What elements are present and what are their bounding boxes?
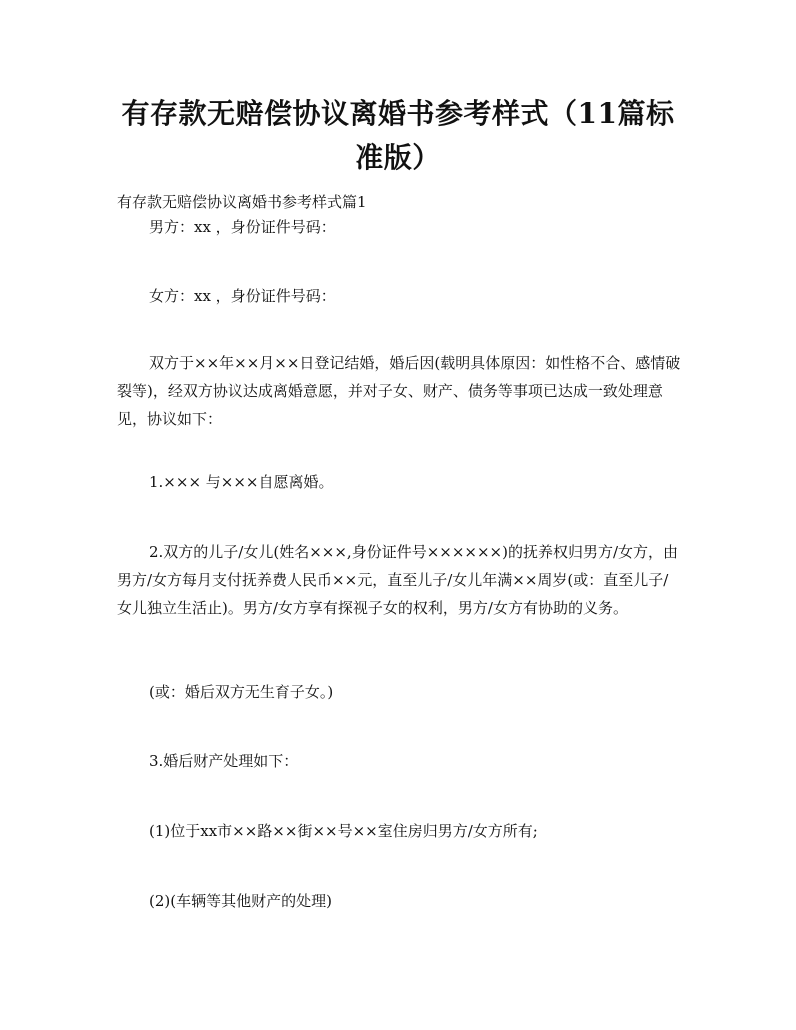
paragraph-female-party: 女方：xx ，身份证件号码： [149,287,336,305]
paragraph-clause-1: 1.××× 与×××自愿离婚。 [149,473,334,491]
paragraph-no-children: (或：婚后双方无生育子女。) [149,683,334,701]
paragraph-clause-2: 2.双方的儿子/女儿(姓名×××,身份证件号××××××)的抚养权归男方/女方，由男方/女方每月支付抚养费人民币××元，直至儿子/女儿年满××周岁(或：直至儿子/女儿独立生活止)。男方/女方享有探视子女的权利，男方/女方有协助的义务。 [117,543,679,617]
section-heading: 有存款无赔偿协议离婚书参考样式篇1 [117,193,367,211]
paragraph-intro: 双方于××年××月××日登记结婚，婚后因(载明具体原因：如性格不合、感情破裂等)，经双方协议达成离婚意愿，并对子女、财产、债务等事项已达成一致处理意见，协议如下： [117,354,681,428]
document-title: 有存款无赔偿协议离婚书参考样式（11篇标准版） [121,97,675,174]
paragraph-property-2: (2)(车辆等其他财产的处理) [149,892,332,910]
paragraph-male-party: 男方：xx ，身份证件号码： [149,218,336,236]
paragraph-property-1: (1)位于xx市××路××街××号××室住房归男方/女方所有; [149,822,538,840]
paragraph-clause-3: 3.婚后财产处理如下： [149,752,299,770]
